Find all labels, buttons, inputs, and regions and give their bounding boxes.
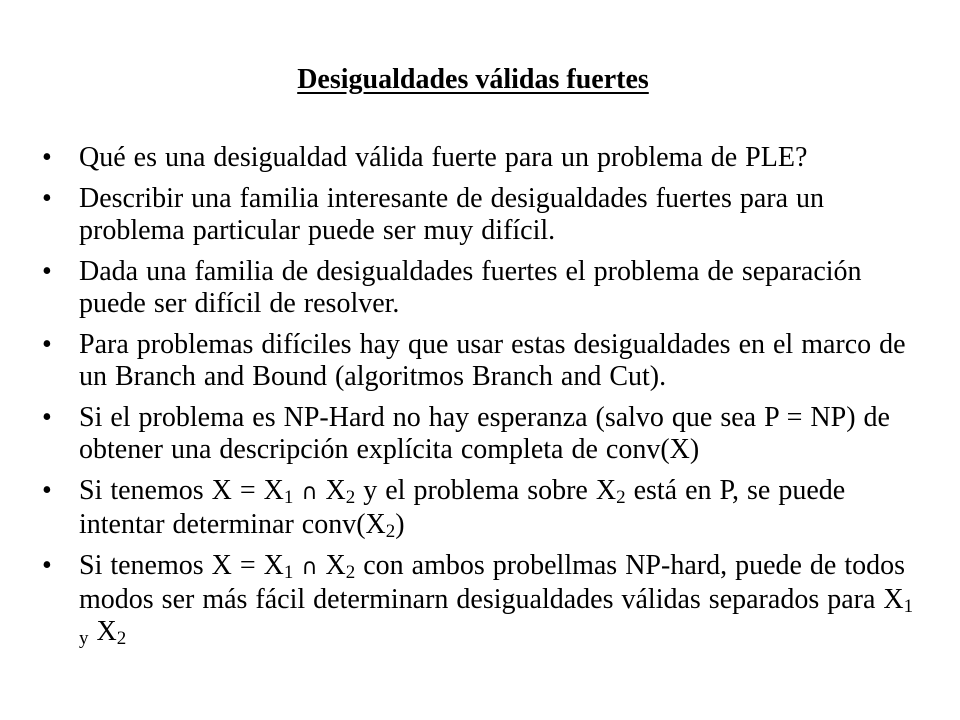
bullet-item: [0, 142, 960, 174]
subscript: 1 y: [79, 596, 914, 649]
subscript: 2: [116, 628, 127, 649]
bullet-marker: •: [42, 183, 52, 214]
bullet-item: [0, 183, 960, 247]
bullet-marker: •: [42, 550, 52, 581]
subscript: 2: [345, 487, 356, 508]
intersection-symbol: ∩: [301, 555, 318, 580]
bullet-marker: •: [42, 142, 52, 173]
slide-title: Desigualdades válidas fuertes: [297, 64, 649, 95]
bullet-text-part: con ambos probellmas NP-hard, puede de todos modos ser más fácil determinarn desigualdades válidas separados para X: [79, 550, 906, 615]
bullet-text-part: X: [317, 475, 346, 506]
bullet-item: [0, 256, 960, 320]
intersection-symbol: ∩: [301, 480, 318, 505]
bullet-text-part: Si tenemos X = X: [79, 550, 284, 581]
subscript: 1: [283, 487, 294, 508]
bullet-text-part: Si tenemos X = X: [79, 475, 284, 506]
subscript: 2: [385, 521, 396, 542]
bullet-text: Para problemas difíciles hay que usar estas desigualdades en el marco de un Branch and Bound (algoritmos Branch and Cut).: [79, 329, 906, 392]
subscript: 2: [345, 562, 356, 583]
bullet-item: [0, 475, 960, 541]
bullet-text-part: X: [317, 550, 346, 581]
bullet-marker: •: [42, 256, 52, 287]
bullet-marker: •: [42, 329, 52, 360]
bullet-item: [0, 550, 960, 648]
subscript: 1: [283, 562, 294, 583]
bullet-item: [0, 329, 960, 393]
bullet-marker: •: [42, 475, 52, 506]
bullet-text: Si el problema es NP-Hard no hay esperanza (salvo que sea P = NP) de obtener una descripción explícita completa de conv(X): [79, 402, 890, 465]
bullet-text: Dada una familia de desigualdades fuertes el problema de separación puede ser difícil de resolver.: [79, 256, 862, 319]
bullet-text-part: está en P, se puede intentar determinar conv(X: [79, 475, 846, 540]
bullet-marker: •: [42, 402, 52, 433]
bullet-item: [0, 402, 960, 466]
bullet-text: Describir una familia interesante de desigualdades fuertes para un problema particular puede ser muy difícil.: [79, 183, 825, 246]
bullet-text-part: ): [395, 509, 405, 540]
subscript: 2: [616, 487, 626, 508]
bullet-list: [0, 142, 960, 657]
bullet-text-part: X: [88, 616, 117, 647]
bullet-text: Qué es una desigualdad válida fuerte para un problema de PLE?: [79, 142, 808, 173]
bullet-text-part: y el problema sobre X: [355, 475, 617, 506]
